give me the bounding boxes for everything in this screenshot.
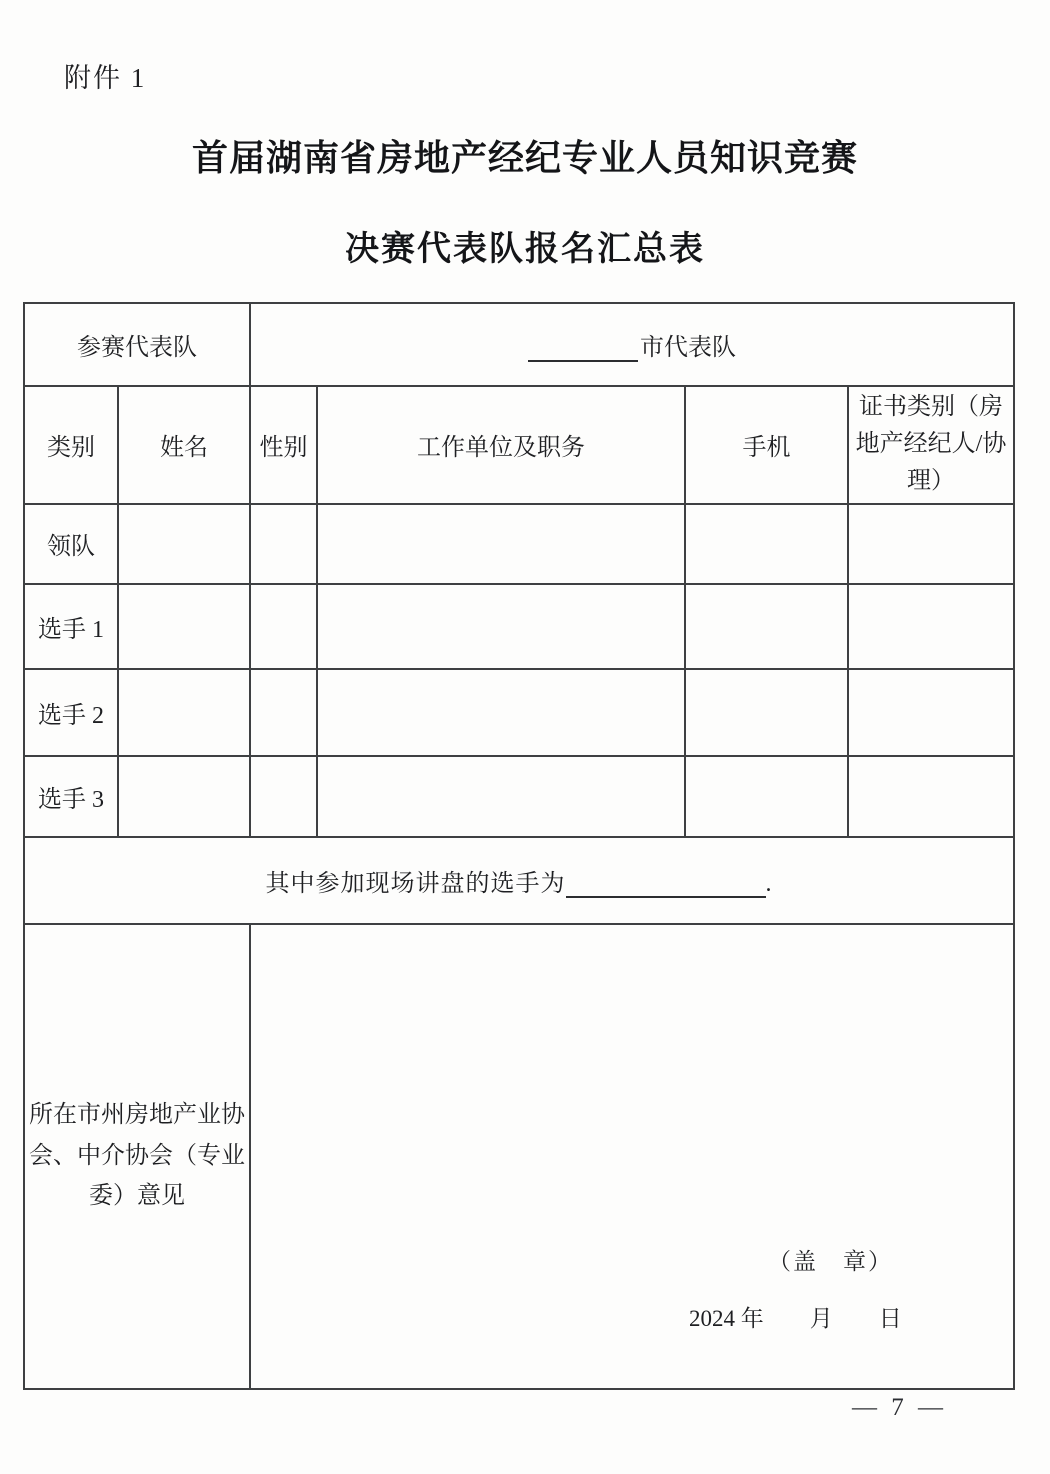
seal-placeholder: （盖 章）: [768, 1248, 893, 1274]
empty-cell: [685, 584, 848, 669]
row-label-player3: 选手 3: [24, 756, 118, 837]
date-placeholder: 2024 年 月 日: [689, 1305, 902, 1331]
empty-cell: [250, 669, 317, 756]
empty-cell: [317, 669, 685, 756]
table-row-player1: [24, 584, 1014, 669]
page-number: — 7 —: [852, 1394, 947, 1421]
speaker-statement-suffix: .: [765, 870, 773, 897]
opinion-label-cell: 所在市州房地产业协会、中介协会（专业委）意见: [24, 924, 250, 1389]
speaker-row: [24, 837, 1014, 924]
empty-cell: [118, 584, 250, 669]
empty-cell: [250, 756, 317, 837]
document-title-line1: 首届湖南省房地产经纪专业人员知识竞赛: [191, 138, 858, 178]
column-header-gender: 性别: [250, 386, 317, 504]
empty-cell: [250, 504, 317, 584]
registration-form-table: [23, 302, 1015, 1390]
row-label-player1: 选手 1: [24, 584, 118, 669]
team-label-cell: 参赛代表队: [24, 303, 250, 386]
empty-cell: [250, 584, 317, 669]
column-header-name: 姓名: [118, 386, 250, 504]
empty-cell: [118, 756, 250, 837]
speaker-statement-prefix: 其中参加现场讲盘的选手为: [265, 870, 566, 897]
table-header-row: [24, 386, 1014, 504]
column-header-category: 类别: [24, 386, 118, 504]
table-row-player2: [24, 669, 1014, 756]
document-title-line2: 决赛代表队报名汇总表: [345, 231, 705, 268]
opinion-row: [24, 924, 1014, 1389]
empty-cell: [317, 584, 685, 669]
column-header-work-unit: 工作单位及职务: [317, 386, 685, 504]
empty-cell: [685, 756, 848, 837]
table-row-player3: [24, 756, 1014, 837]
speaker-statement-cell: [24, 837, 1014, 924]
row-label-leader: 领队: [24, 504, 118, 584]
empty-cell: [848, 504, 1014, 584]
empty-cell: [848, 584, 1014, 669]
team-city-blank: [528, 337, 638, 362]
team-value-suffix: 市代表队: [640, 335, 736, 361]
opinion-body-cell: [250, 924, 1014, 1389]
empty-cell: [848, 756, 1014, 837]
empty-cell: [685, 669, 848, 756]
row-label-player2: 选手 2: [24, 669, 118, 756]
table-row-leader: [24, 504, 1014, 584]
empty-cell: [118, 669, 250, 756]
empty-cell: [685, 504, 848, 584]
empty-cell: [848, 669, 1014, 756]
team-value-cell: [250, 303, 1014, 386]
team-row: [24, 303, 1014, 386]
attachment-label: 附件 1: [64, 63, 147, 93]
column-header-certificate: 证书类别（房地产经纪人/协理）: [848, 386, 1014, 504]
empty-cell: [317, 504, 685, 584]
empty-cell: [317, 756, 685, 837]
empty-cell: [118, 504, 250, 584]
column-header-phone: 手机: [685, 386, 848, 504]
speaker-name-blank: [566, 872, 766, 897]
